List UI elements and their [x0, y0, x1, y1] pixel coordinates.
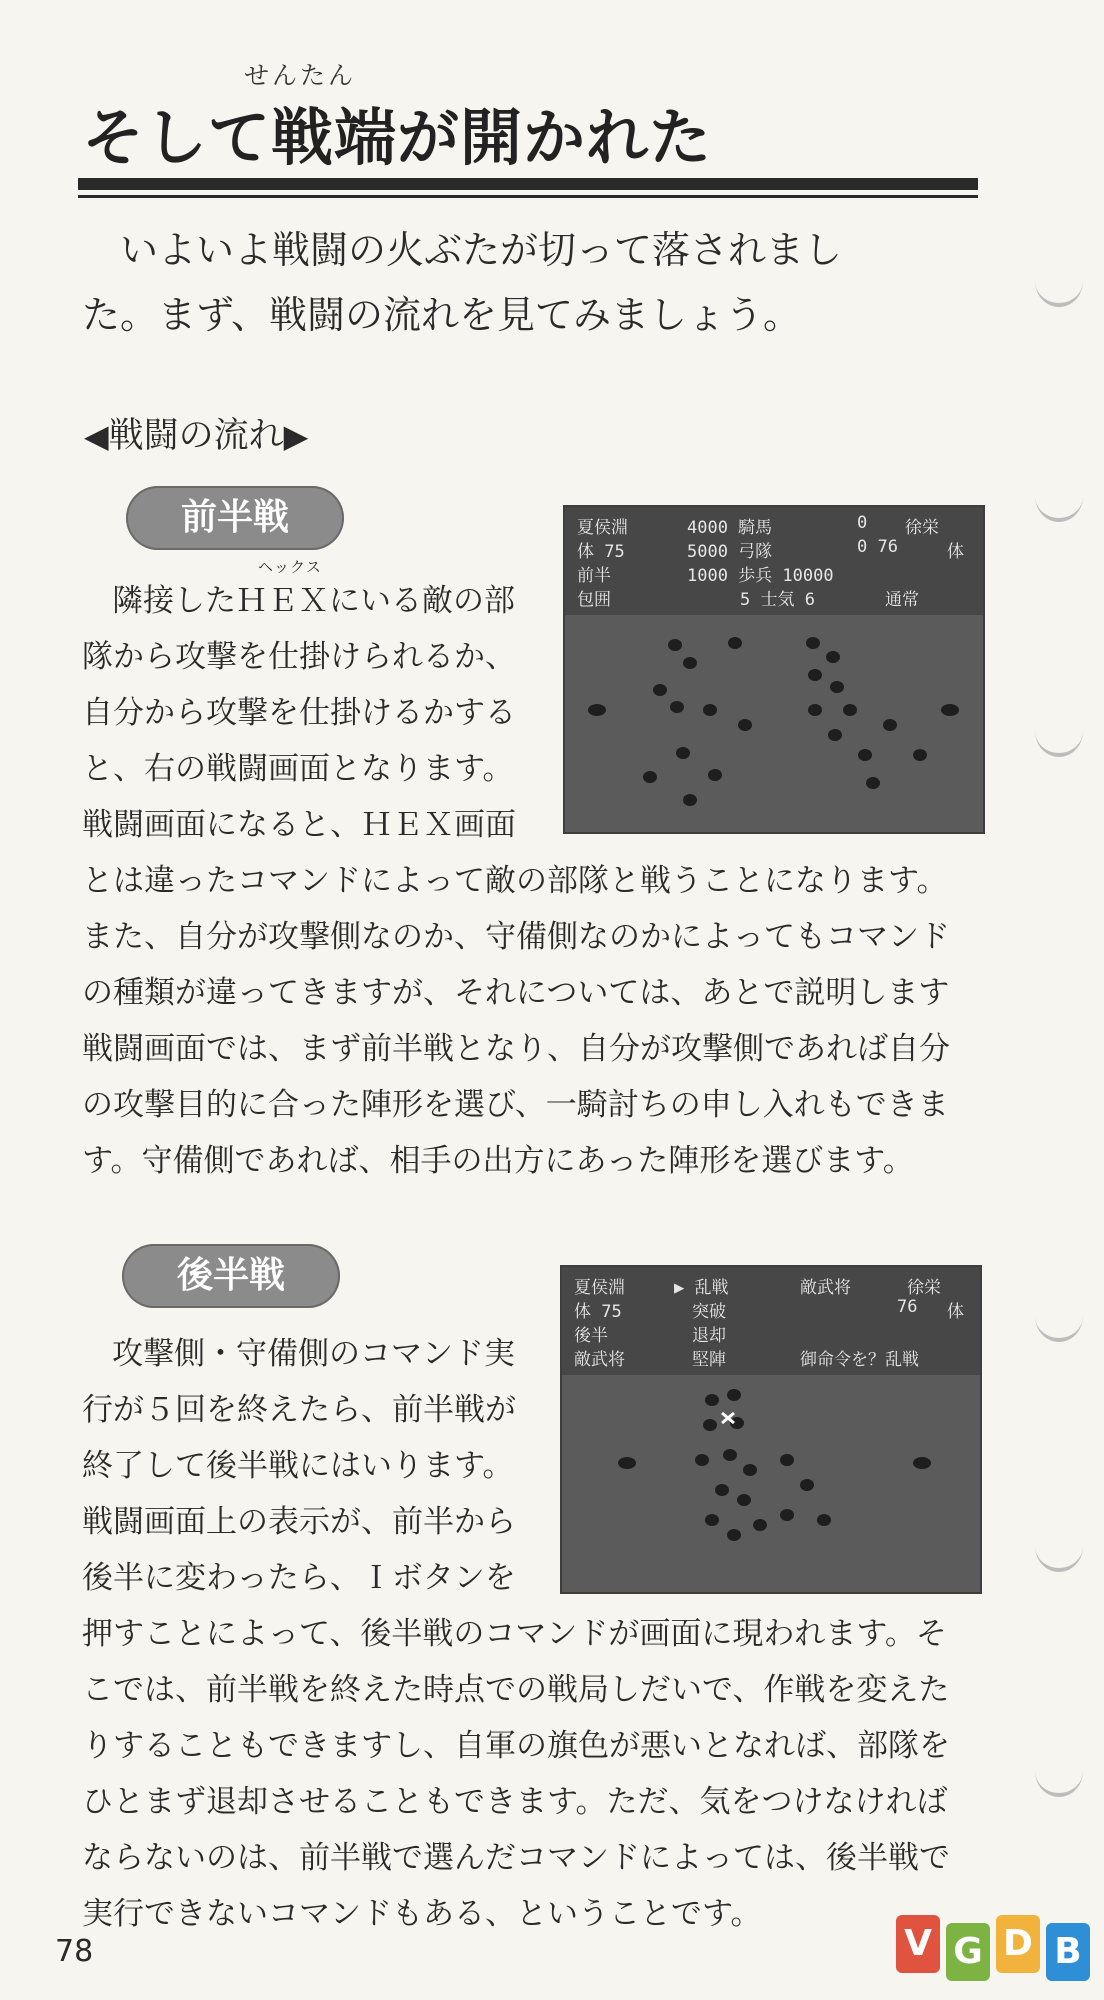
status-cell: 夏侯淵: [574, 1278, 625, 1298]
intro-line-2: た。まず、戦闘の流れを見てみましょう。: [82, 293, 801, 337]
binder-hole: [1035, 705, 1083, 757]
status-cell: 5000 弓隊: [687, 542, 773, 562]
status-cell: 5 士気 6: [740, 590, 815, 610]
status-cell: 体 75: [574, 1302, 622, 1322]
battle-screen-second-half: [560, 1265, 982, 1594]
command-prompt: 御命令を？乱戦: [800, 1350, 919, 1370]
title-rule-thick: [78, 178, 978, 190]
logo-tile: B: [1046, 1923, 1090, 1981]
command-item: 突破: [692, 1302, 726, 1322]
text-line: 後半に変わったら、Ｉボタンを: [82, 1560, 516, 1596]
logo-tile: D: [996, 1915, 1040, 1973]
binder-hole: [1035, 470, 1083, 522]
text-line: ひとまず退却させることもできます。ただ、気をつけなければ: [82, 1784, 948, 1820]
text-line: 隣接したＨＥＸにいる敵の部: [112, 583, 515, 619]
status-cell: 0: [857, 513, 868, 533]
left-triangle-icon: ◀: [84, 417, 109, 455]
status-cell: 夏侯淵: [577, 518, 628, 538]
right-triangle-icon: ▶: [283, 417, 309, 455]
page-number: 78: [55, 1934, 94, 1969]
text-line: 終了して後半戦にはいります。: [82, 1448, 514, 1484]
text-line: と、右の戦闘画面となります。: [82, 751, 514, 787]
text-line: また、自分が攻撃側なのか、守備側なのかによってもコマンド: [82, 919, 950, 955]
text-line: 自分から攻撃を仕掛けるかする: [82, 695, 516, 731]
status-cell: 0 76: [857, 537, 898, 557]
intro-line-1: いよいよ戦闘の火ぶたが切って落されまし: [120, 228, 843, 272]
section-label-second-half: 後半戦: [122, 1244, 340, 1308]
text-line: 実行できないコマンドもある、ということです。: [82, 1896, 762, 1932]
flow-heading-text: 戦闘の流れ: [108, 416, 284, 456]
status-cell: 敵武将: [574, 1350, 625, 1370]
text-line: こでは、前半戦を終えた時点での戦局しだいで、作戦を変えた: [82, 1672, 950, 1708]
battle-status-panel: [565, 507, 983, 615]
binder-hole: [1035, 1520, 1083, 1572]
text-line: 攻撃側・守備側のコマンド実: [112, 1336, 515, 1372]
battle-command-panel: [562, 1267, 980, 1375]
status-cell: 前半: [577, 566, 611, 586]
status-cell: 4000 騎馬: [687, 518, 773, 538]
text-line: 戦闘画面では、まず前半戦となり、自分が攻撃側であれば自分: [82, 1031, 950, 1067]
troop-formation-graphic: [562, 1375, 980, 1592]
status-cell: 徐栄: [905, 518, 939, 538]
status-cell: 体: [947, 1302, 964, 1322]
text-line: 隊から攻撃を仕掛けられるか、: [82, 639, 516, 675]
text-line: 押すことによって、後半戦のコマンドが画面に現われます。そ: [82, 1616, 947, 1652]
text-line: の攻撃目的に合った陣形を選び、一騎討ちの申し入れもできま: [82, 1087, 949, 1123]
text-line: 戦闘画面上の表示が、前半から: [82, 1504, 516, 1540]
hex-ruby: ヘックス: [258, 558, 322, 576]
status-cell: 76: [897, 1297, 918, 1317]
logo-tile: V: [896, 1915, 940, 1973]
title-ruby: せんたん: [244, 61, 357, 90]
status-cell: 徐栄: [907, 1278, 941, 1298]
command-item: 退却: [692, 1326, 726, 1346]
text-line: 行が５回を終えたら、前半戦が: [82, 1392, 516, 1428]
command-item-selected: ▶ 乱戦: [674, 1278, 729, 1298]
status-cell: 後半: [574, 1326, 608, 1346]
section-label-first-half: 前半戦: [126, 486, 344, 550]
binder-hole: [1035, 1290, 1083, 1342]
page-title: そして戦端が開かれた: [82, 101, 713, 174]
text-line: りすることもできますし、自軍の旗色が悪いとなれば、部隊を: [82, 1728, 950, 1764]
flow-heading: [84, 408, 308, 458]
logo-tile: G: [946, 1923, 990, 1981]
status-cell: 通常: [885, 590, 919, 610]
status-cell: 体: [947, 542, 964, 562]
status-cell: 敵武将: [800, 1278, 851, 1298]
text-line: の種類が違ってきますが、それについては、あとで説明します: [82, 975, 950, 1011]
troop-formation-graphic: [565, 615, 983, 832]
text-line: ならないのは、前半戦で選んだコマンドによっては、後半戦で: [82, 1840, 950, 1876]
status-cell: 体 75: [577, 542, 625, 562]
battle-screen-first-half: [563, 505, 985, 834]
text-line: とは違ったコマンドによって敵の部隊と戦うことになります。: [82, 863, 948, 899]
text-line: す。守備側であれば、相手の出方にあった陣形を選びます。: [82, 1143, 914, 1179]
binder-hole: [1035, 1745, 1083, 1797]
binder-hole: [1035, 255, 1083, 307]
status-cell: 包囲: [577, 590, 611, 610]
command-item: 堅陣: [692, 1350, 726, 1370]
text-line: 戦闘画面になると、ＨＥＸ画面: [82, 807, 516, 843]
title-rule-thin: [78, 195, 978, 198]
status-cell: 1000 歩兵 10000: [687, 566, 834, 586]
